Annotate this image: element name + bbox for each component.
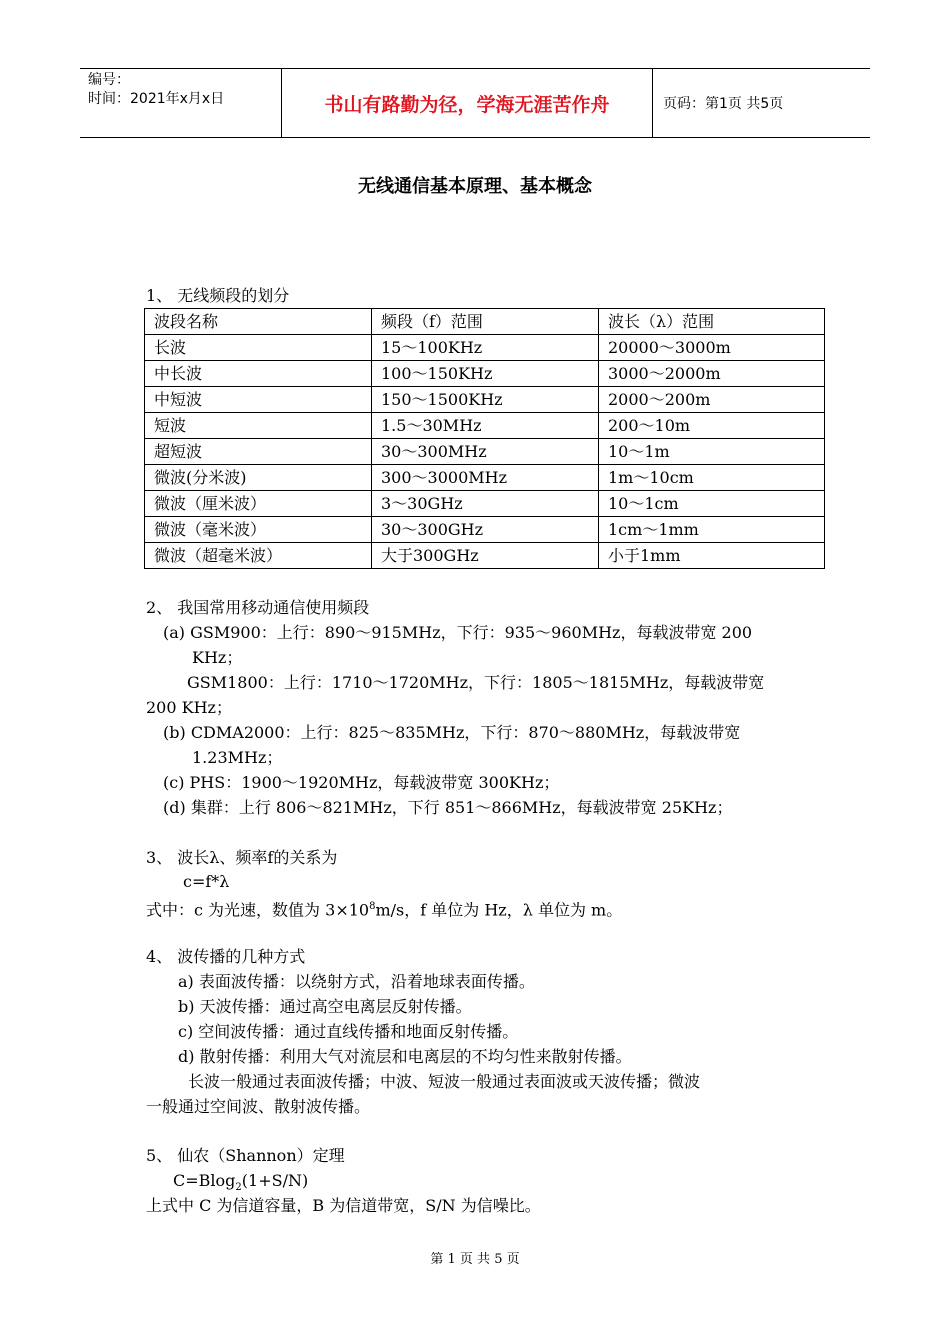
propagation-summary: 一般通过空间波、散射波传播。 bbox=[146, 1097, 371, 1116]
table-cell: 1cm～1mm bbox=[599, 517, 825, 543]
propagation-summary: 长波一般通过表面波传播；中波、短波一般通过表面波或天波传播；微波 bbox=[188, 1072, 701, 1091]
table-row bbox=[145, 387, 825, 413]
freq-line: (c) PHS：1900～1920MHz，每载波带宽 300KHz； bbox=[163, 773, 560, 792]
table-cell: 大于300GHz bbox=[372, 543, 599, 569]
table-cell: 3～30GHz bbox=[372, 491, 599, 517]
freq-line: (d) 集群：上行 806～821MHz，下行 851～866MHz，每载波带宽 25KHz； bbox=[163, 798, 733, 817]
table-cell: 100～150KHz bbox=[372, 361, 599, 387]
page-info: 页码：第1页 共5页 bbox=[663, 96, 784, 112]
table-cell: 微波（厘米波） bbox=[145, 491, 372, 517]
table-cell: 中短波 bbox=[145, 387, 372, 413]
date-label: 时间：2021年x月x日 bbox=[88, 91, 225, 107]
table-cell: 长波 bbox=[145, 335, 372, 361]
formula-text: (1+S/N) bbox=[241, 1171, 309, 1190]
table-cell: 300～3000MHz bbox=[372, 465, 599, 491]
document-title: 无线通信基本原理、基本概念 bbox=[358, 176, 592, 197]
shannon-note: 上式中 C 为信道容量，B 为信道带宽，S/N 为信噪比。 bbox=[146, 1196, 541, 1215]
table-cell: 30～300GHz bbox=[372, 517, 599, 543]
table-cell: 10～1cm bbox=[599, 491, 825, 517]
table-cell: 20000～3000m bbox=[599, 335, 825, 361]
section5-heading: 5、 仙农（Shannon）定理 bbox=[146, 1146, 345, 1165]
section3-heading: 3、 波长λ、频率f的关系为 bbox=[146, 848, 338, 867]
table-cell: 短波 bbox=[145, 413, 372, 439]
table-cell: 10～1m bbox=[599, 439, 825, 465]
column-header: 波段名称 bbox=[145, 309, 372, 335]
wavelength-note bbox=[146, 896, 622, 921]
note-text: m/s，f 单位为 Hz，λ 单位为 m。 bbox=[375, 900, 623, 920]
band-table bbox=[144, 308, 825, 569]
table-row bbox=[145, 465, 825, 491]
propagation-item: c) 空间波传播：通过直线传播和地面反射传播。 bbox=[178, 1022, 519, 1041]
table-cell: 中长波 bbox=[145, 361, 372, 387]
table-row bbox=[145, 413, 825, 439]
propagation-item: b) 天波传播：通过高空电离层反射传播。 bbox=[178, 997, 472, 1016]
note-text: 式中：c 为光速，数值为 3×10 bbox=[146, 900, 370, 920]
table-cell: 小于1mm bbox=[599, 543, 825, 569]
section2-heading: 2、 我国常用移动通信使用频段 bbox=[146, 598, 370, 617]
table-row bbox=[145, 361, 825, 387]
table-row bbox=[145, 543, 825, 569]
table-cell: 15～100KHz bbox=[372, 335, 599, 361]
exponent: 8 bbox=[369, 901, 376, 912]
section4-heading: 4、 波传播的几种方式 bbox=[146, 947, 306, 966]
freq-line: KHz； bbox=[192, 648, 243, 667]
column-header: 波长（λ）范围 bbox=[599, 309, 825, 335]
table-cell: 微波（毫米波） bbox=[145, 517, 372, 543]
table-cell: 微波（超毫米波） bbox=[145, 543, 372, 569]
table-row bbox=[145, 439, 825, 465]
wavelength-formula: c=f*λ bbox=[183, 872, 230, 891]
table-cell: 200～10m bbox=[599, 413, 825, 439]
table-row bbox=[145, 335, 825, 361]
freq-line: GSM1800：上行：1710～1720MHz，下行：1805～1815MHz，每载波带宽 bbox=[187, 673, 765, 692]
table-row bbox=[145, 491, 825, 517]
formula-text: C=Blog bbox=[173, 1171, 236, 1190]
table-cell: 30～300MHz bbox=[372, 439, 599, 465]
propagation-item: a) 表面波传播：以绕射方式，沿着地球表面传播。 bbox=[178, 972, 535, 991]
freq-line: (b) CDMA2000：上行：825～835MHz，下行：870～880MHz，每载波带宽 bbox=[163, 723, 741, 742]
page-footer: 第 1 页 共 5 页 bbox=[430, 1252, 520, 1267]
column-header: 频段（f）范围 bbox=[372, 309, 599, 335]
table-header-row bbox=[145, 309, 825, 335]
table-cell: 3000～2000m bbox=[599, 361, 825, 387]
table-cell: 微波(分米波) bbox=[145, 465, 372, 491]
page-header bbox=[80, 68, 870, 138]
number-label: 编号： bbox=[88, 72, 130, 88]
section1-heading: 1、 无线频段的划分 bbox=[146, 286, 290, 305]
header-left-cell bbox=[80, 69, 281, 137]
table-cell: 2000～200m bbox=[599, 387, 825, 413]
table-row bbox=[145, 517, 825, 543]
freq-line: 200 KHz； bbox=[146, 698, 232, 717]
motto: 书山有路勤为径，学海无涯苦作舟 bbox=[281, 69, 653, 137]
table-cell: 1m～10cm bbox=[599, 465, 825, 491]
propagation-item: d) 散射传播：利用大气对流层和电离层的不均匀性来散射传播。 bbox=[178, 1047, 632, 1066]
table-cell: 超短波 bbox=[145, 439, 372, 465]
log-base: 2 bbox=[235, 1182, 242, 1194]
freq-line: 1.23MHz； bbox=[192, 748, 283, 767]
table-cell: 150～1500KHz bbox=[372, 387, 599, 413]
table-cell: 1.5～30MHz bbox=[372, 413, 599, 439]
freq-line: (a) GSM900：上行：890～915MHz，下行：935～960MHz，每载波带宽 200 bbox=[163, 623, 753, 642]
